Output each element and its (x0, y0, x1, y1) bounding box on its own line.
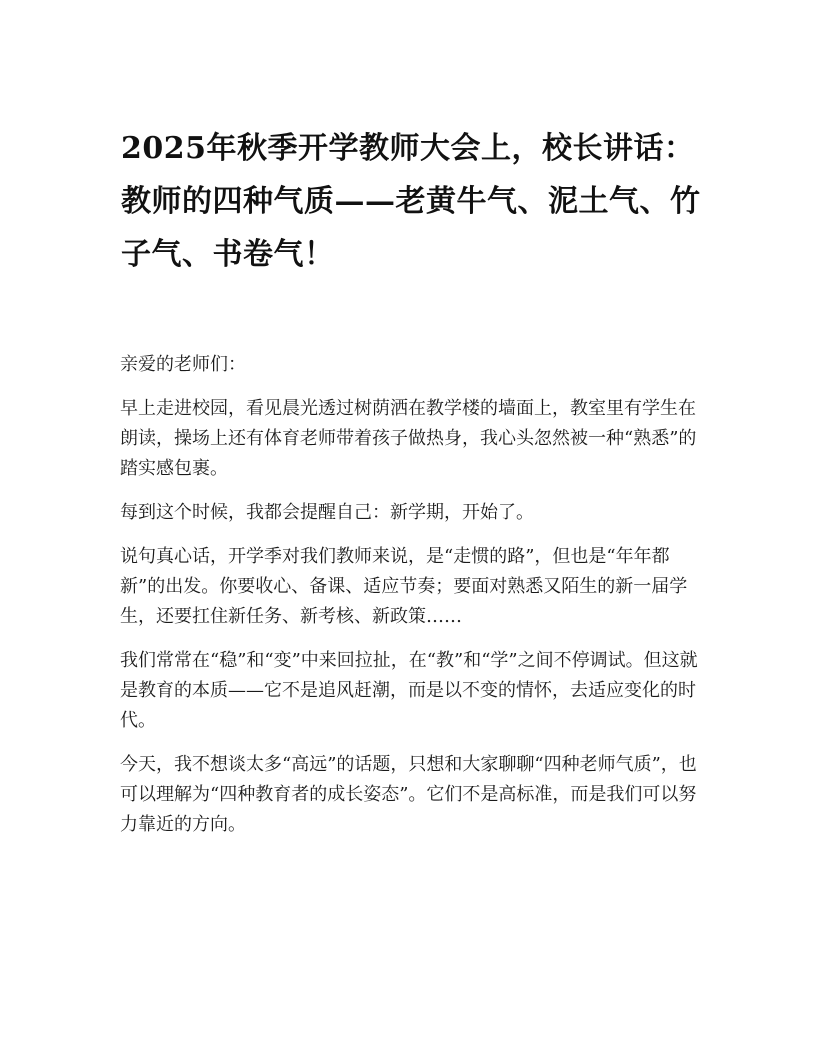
body-paragraph: 说句真心话，开学季对我们教师来说，是“走惯的路”，但也是“年年都新”的出发。你要收心、备课、适应节奏；要面对熟悉又陌生的新一届学生，还要扛住新任务、新考核、新政策…… (120, 546, 688, 627)
body-paragraph: 早上走进校园，看见晨光透过树荫洒在教学楼的墙面上，教室里有学生在朗读，操场上还有体育老师带着孩子做热身，我心头忽然被一种“熟悉”的踏实感包裹。 (120, 398, 697, 479)
document-title: 2025年秋季开学教师大会上，校长讲话：教师的四种气质——老黄牛气、泥土气、竹子气、书卷气！ (121, 131, 701, 272)
salutation-paragraph: 亲爱的老师们： (120, 354, 246, 375)
body-paragraph: 今天，我不想谈太多“高远”的话题，只想和大家聊聊“四种老师气质”，也可以理解为“四种教育者的成长姿态”。它们不是高标准，而是我们可以努力靠近的方向。 (120, 754, 697, 835)
body-paragraph: 每到这个时候，我都会提醒自己：新学期，开始了。 (120, 502, 534, 523)
body-paragraph: 我们常常在“稳”和“变”中来回拉扯，在“教”和“学”之间不停调试。但这就是教育的本质——它不是追风赶潮，而是以不变的情怀，去适应变化的时代。 (120, 650, 698, 731)
document-body (120, 350, 700, 854)
